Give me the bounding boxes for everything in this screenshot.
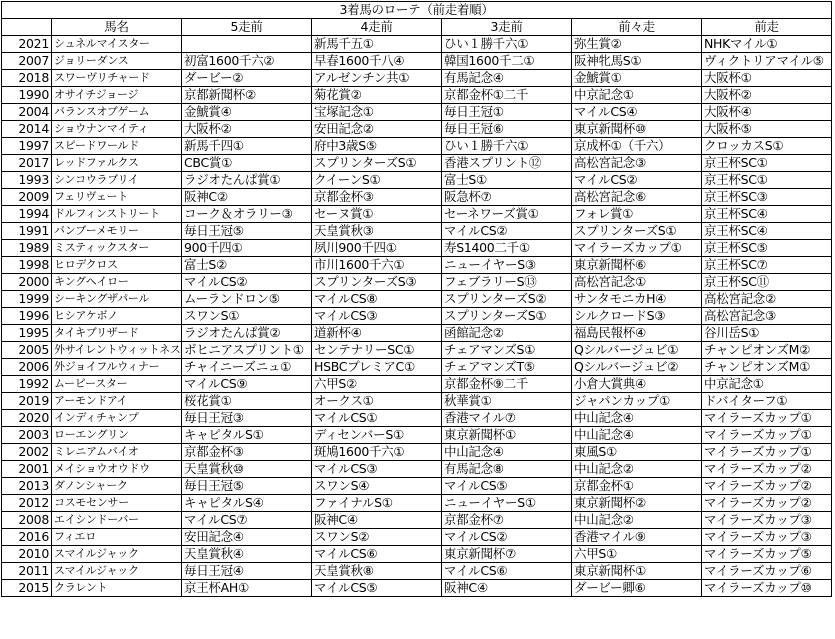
race-5-cell[interactable]: 毎日王冠⑤ <box>182 223 312 240</box>
race-3-cell[interactable]: 富士S① <box>442 172 572 189</box>
race-2-cell[interactable]: 高松宮記念③ <box>572 155 702 172</box>
race-5-cell[interactable]: 阪神C② <box>182 189 312 206</box>
header-row <box>2 19 832 36</box>
race-5-cell[interactable]: 毎日王冠③ <box>182 410 312 427</box>
race-3-cell[interactable]: 韓国1600千二① <box>442 53 572 70</box>
race-5-cell[interactable]: 大阪杯② <box>182 121 312 138</box>
table-row <box>2 580 832 597</box>
race-1-cell[interactable]: マイラーズカップ① <box>702 444 832 461</box>
race-2-cell[interactable]: Qシルバージュビ② <box>572 359 702 376</box>
race-5-cell[interactable]: マイルCS⑦ <box>182 512 312 529</box>
table-row <box>2 172 832 189</box>
race-3-cell[interactable]: 秋華賞① <box>442 393 572 410</box>
horse-name-cell[interactable]: スマイルジャック <box>52 563 182 580</box>
race-5-cell[interactable]: 京都新聞杯② <box>182 87 312 104</box>
race-4-cell[interactable]: 市川1600千六① <box>312 257 442 274</box>
horse-name-cell[interactable]: フェリヴェート <box>52 189 182 206</box>
table-row <box>2 53 832 70</box>
year-cell[interactable]: 1996 <box>2 308 52 325</box>
horse-name-cell[interactable]: レッドファルクス <box>52 155 182 172</box>
race-4-cell[interactable]: 天皇賞秋③ <box>312 223 442 240</box>
race-2-cell[interactable]: 東京新聞杯① <box>572 563 702 580</box>
race-3-cell[interactable]: 香港マイル⑦ <box>442 410 572 427</box>
header-race-3[interactable]: 3走前 <box>442 19 572 36</box>
race-3-cell[interactable]: マイルCS② <box>442 223 572 240</box>
year-cell[interactable]: 2010 <box>2 546 52 563</box>
race-1-cell[interactable]: 京王杯SC⑤ <box>702 240 832 257</box>
table-row <box>2 257 832 274</box>
horse-name-cell[interactable]: ショウナンマイティ <box>52 121 182 138</box>
race-1-cell[interactable]: 京王杯SC① <box>702 155 832 172</box>
race-2-cell[interactable]: Qシルバージュビ① <box>572 342 702 359</box>
race-3-cell[interactable]: 京都金杯⑨二千 <box>442 376 572 393</box>
table-row <box>2 376 832 393</box>
year-cell[interactable]: 2007 <box>2 53 52 70</box>
race-2-cell[interactable]: 京成杯①（千六） <box>572 138 702 155</box>
race-3-cell[interactable]: 寿S1400二千① <box>442 240 572 257</box>
race-2-cell[interactable]: 京都金杯① <box>572 478 702 495</box>
race-3-cell[interactable]: マイルCS⑤ <box>442 478 572 495</box>
table-row <box>2 70 832 87</box>
year-cell[interactable]: 1999 <box>2 291 52 308</box>
race-3-cell[interactable]: 東京新聞杯① <box>442 427 572 444</box>
race-5-cell[interactable]: 京王杯AH① <box>182 580 312 597</box>
race-3-cell[interactable]: ひい１勝千六① <box>442 36 572 53</box>
table-row <box>2 291 832 308</box>
race-5-cell[interactable]: キャピタルS④ <box>182 495 312 512</box>
race-1-cell[interactable]: 京王杯SC③ <box>702 189 832 206</box>
race-1-cell[interactable]: チャンピオンズM① <box>702 359 832 376</box>
race-1-cell[interactable]: マイラーズカップ⑥ <box>702 563 832 580</box>
horse-name-cell[interactable]: スマイルジャック <box>52 546 182 563</box>
year-cell[interactable]: 1994 <box>2 206 52 223</box>
horse-name-cell[interactable]: シンコウラブリイ <box>52 172 182 189</box>
year-cell[interactable]: 2016 <box>2 529 52 546</box>
race-3-cell[interactable]: 阪急杯⑦ <box>442 189 572 206</box>
year-cell[interactable]: 1992 <box>2 376 52 393</box>
race-1-cell[interactable]: マイラーズカップ② <box>702 478 832 495</box>
race-3-cell[interactable]: スプリンターズS① <box>442 308 572 325</box>
race-4-cell[interactable]: センテナリーSC① <box>312 342 442 359</box>
year-cell[interactable]: 2014 <box>2 121 52 138</box>
race-1-cell[interactable]: 京王杯SC⑦ <box>702 257 832 274</box>
race-1-cell[interactable]: クロッカスS① <box>702 138 832 155</box>
header-race-5[interactable]: 5走前 <box>182 19 312 36</box>
table-row <box>2 529 832 546</box>
race-4-cell[interactable]: 道新杯④ <box>312 325 442 342</box>
table-row <box>2 444 832 461</box>
race-1-cell[interactable]: 大阪杯④ <box>702 104 832 121</box>
race-1-cell[interactable]: NHKマイル① <box>702 36 832 53</box>
race-3-cell[interactable]: ひい１勝千六① <box>442 138 572 155</box>
race-2-cell[interactable]: 福島民報杯④ <box>572 325 702 342</box>
race-3-cell[interactable]: チェアマンズT⑤ <box>442 359 572 376</box>
horse-name-cell[interactable]: タイキブリザード <box>52 325 182 342</box>
table-row <box>2 206 832 223</box>
race-2-cell[interactable]: 東京新聞杯② <box>572 495 702 512</box>
race-4-cell[interactable]: マイルCS⑧ <box>312 291 442 308</box>
race-5-cell[interactable]: ラジオたんぱ賞② <box>182 325 312 342</box>
race-5-cell[interactable]: 京都金杯③ <box>182 444 312 461</box>
horse-name-cell[interactable]: ヒロデクロス <box>52 257 182 274</box>
race-1-cell[interactable]: マイラーズカップ② <box>702 461 832 478</box>
race-1-cell[interactable]: 京王杯SC① <box>702 172 832 189</box>
year-cell[interactable]: 1990 <box>2 87 52 104</box>
horse-name-cell[interactable]: ヒシアケボノ <box>52 308 182 325</box>
table-row <box>2 138 832 155</box>
race-5-cell[interactable]: ダービー② <box>182 70 312 87</box>
race-5-cell[interactable]: ムーランドロン⑤ <box>182 291 312 308</box>
table-row <box>2 36 832 53</box>
year-cell[interactable]: 2000 <box>2 274 52 291</box>
horse-name-cell[interactable]: エイシンドーバー <box>52 512 182 529</box>
horse-name-cell[interactable]: フィエロ <box>52 529 182 546</box>
race-5-cell[interactable]: 天皇賞秋④ <box>182 546 312 563</box>
horse-name-cell[interactable]: バランスオブゲーム <box>52 104 182 121</box>
race-5-cell[interactable] <box>182 36 312 53</box>
race-4-cell[interactable]: マイルCS⑤ <box>312 580 442 597</box>
race-1-cell[interactable]: 大阪杯② <box>702 87 832 104</box>
table-row <box>2 546 832 563</box>
table-row <box>2 393 832 410</box>
table-row <box>2 461 832 478</box>
table-row <box>2 240 832 257</box>
race-3-cell[interactable]: 京都金杯⑦ <box>442 512 572 529</box>
horse-name-cell[interactable]: クラレント <box>52 580 182 597</box>
horse-name-cell[interactable]: ムービースター <box>52 376 182 393</box>
race-5-cell[interactable]: 初富1600千六② <box>182 53 312 70</box>
table-row <box>2 189 832 206</box>
race-5-cell[interactable]: スワンS① <box>182 308 312 325</box>
race-2-cell[interactable]: 高松宮記念① <box>572 274 702 291</box>
year-cell[interactable]: 2021 <box>2 36 52 53</box>
race-2-cell[interactable]: ジャパンカップ① <box>572 393 702 410</box>
year-cell[interactable]: 1998 <box>2 257 52 274</box>
horse-name-cell[interactable]: ダノンシャーク <box>52 478 182 495</box>
table-body <box>2 36 832 597</box>
race-2-cell[interactable]: 弥生賞② <box>572 36 702 53</box>
race-3-cell[interactable]: フェブラリーS⑬ <box>442 274 572 291</box>
race-2-cell[interactable]: ダービー卿⑥ <box>572 580 702 597</box>
race-5-cell[interactable]: マイルCS⑨ <box>182 376 312 393</box>
year-cell[interactable]: 2013 <box>2 478 52 495</box>
year-cell[interactable]: 2011 <box>2 563 52 580</box>
race-4-cell[interactable]: 早春1600千八④ <box>312 53 442 70</box>
race-5-cell[interactable]: 安田記念④ <box>182 529 312 546</box>
race-4-cell[interactable]: 阪神C④ <box>312 512 442 529</box>
table-row <box>2 325 832 342</box>
race-1-cell[interactable]: マイラーズカップ② <box>702 495 832 512</box>
year-cell[interactable]: 2006 <box>2 359 52 376</box>
race-2-cell[interactable]: 東風S① <box>572 444 702 461</box>
horse-name-cell[interactable]: バンブーメモリー <box>52 223 182 240</box>
race-3-cell[interactable]: 有馬記念⑧ <box>442 461 572 478</box>
race-2-cell[interactable]: シルクロードS③ <box>572 308 702 325</box>
race-5-cell[interactable]: 900千四① <box>182 240 312 257</box>
table-row <box>2 342 832 359</box>
horse-name-cell[interactable]: ミレニアムバイオ <box>52 444 182 461</box>
table-row <box>2 155 832 172</box>
table-row <box>2 563 832 580</box>
race-4-cell[interactable]: HSBCプレミアC① <box>312 359 442 376</box>
race-4-cell[interactable]: オークス① <box>312 393 442 410</box>
year-cell[interactable]: 1989 <box>2 240 52 257</box>
year-cell[interactable]: 2012 <box>2 495 52 512</box>
race-2-cell[interactable]: マイルCS④ <box>572 104 702 121</box>
race-2-cell[interactable]: マイラーズカップ① <box>572 240 702 257</box>
sheet-title[interactable]: 3着馬のローテ（前走着順） <box>2 2 832 19</box>
race-4-cell[interactable]: スプリンターズS③ <box>312 274 442 291</box>
race-3-cell[interactable]: ニューイヤーS① <box>442 495 572 512</box>
race-4-cell[interactable]: マイルCS⑥ <box>312 546 442 563</box>
horse-name-cell[interactable]: オサイチジョージ <box>52 87 182 104</box>
header-race-4[interactable]: 4走前 <box>312 19 442 36</box>
year-cell[interactable]: 2015 <box>2 580 52 597</box>
race-2-cell[interactable]: マイルCS② <box>572 172 702 189</box>
table-row <box>2 359 832 376</box>
race-5-cell[interactable]: 毎日王冠④ <box>182 563 312 580</box>
race-5-cell[interactable]: コーク＆オラリー③ <box>182 206 312 223</box>
race-3-cell[interactable]: 中山記念④ <box>442 444 572 461</box>
race-2-cell[interactable]: 高松宮記念⑥ <box>572 189 702 206</box>
horse-name-cell[interactable]: スワーヴリチャード <box>52 70 182 87</box>
table-row <box>2 495 832 512</box>
race-1-cell[interactable]: チャンピオンズM② <box>702 342 832 359</box>
race-1-cell[interactable]: マイラーズカップ⑤ <box>702 546 832 563</box>
race-3-cell[interactable]: セーネワーズ賞① <box>442 206 572 223</box>
header-race-1[interactable]: 前走 <box>702 19 832 36</box>
race-4-cell[interactable]: 天皇賞秋⑧ <box>312 563 442 580</box>
table-row <box>2 274 832 291</box>
race-1-cell[interactable]: 高松宮記念② <box>702 291 832 308</box>
year-cell[interactable]: 2001 <box>2 461 52 478</box>
horse-name-cell[interactable]: ドルフィンストリート <box>52 206 182 223</box>
horse-name-cell[interactable]: インディチャンプ <box>52 410 182 427</box>
race-1-cell[interactable]: ドバイターフ① <box>702 393 832 410</box>
race-3-cell[interactable]: マイルCS② <box>442 529 572 546</box>
race-2-cell[interactable]: 金鯱賞① <box>572 70 702 87</box>
race-4-cell[interactable]: マイルCS③ <box>312 308 442 325</box>
horse-name-cell[interactable]: スピードワールド <box>52 138 182 155</box>
race-4-cell[interactable]: 菊花賞② <box>312 87 442 104</box>
year-cell[interactable]: 2019 <box>2 393 52 410</box>
table-row <box>2 410 832 427</box>
year-cell[interactable]: 2009 <box>2 189 52 206</box>
header-horse-name[interactable]: 馬名 <box>52 19 182 36</box>
race-2-cell[interactable]: フォレ賞① <box>572 206 702 223</box>
rotation-table <box>1 1 832 597</box>
race-1-cell[interactable]: マイラーズカップ① <box>702 427 832 444</box>
race-5-cell[interactable]: 金鯱賞④ <box>182 104 312 121</box>
race-1-cell[interactable]: マイラーズカップ⑩ <box>702 580 832 597</box>
race-3-cell[interactable]: 京都金杯①二千 <box>442 87 572 104</box>
horse-name-cell[interactable]: シーキングザパール <box>52 291 182 308</box>
race-1-cell[interactable]: マイラーズカップ① <box>702 410 832 427</box>
race-2-cell[interactable]: サンタモニカH④ <box>572 291 702 308</box>
race-5-cell[interactable]: 新馬千四① <box>182 138 312 155</box>
year-cell[interactable]: 1995 <box>2 325 52 342</box>
race-1-cell[interactable]: 中京記念① <box>702 376 832 393</box>
race-4-cell[interactable]: マイルCS① <box>312 410 442 427</box>
race-5-cell[interactable]: ラジオたんぱ賞① <box>182 172 312 189</box>
race-4-cell[interactable]: 新馬千五① <box>312 36 442 53</box>
race-1-cell[interactable]: 京王杯SC④ <box>702 206 832 223</box>
race-4-cell[interactable]: 京都金杯③ <box>312 189 442 206</box>
table-row <box>2 121 832 138</box>
race-2-cell[interactable]: 中山記念② <box>572 512 702 529</box>
race-4-cell[interactable]: 六甲S② <box>312 376 442 393</box>
year-cell[interactable]: 2004 <box>2 104 52 121</box>
race-2-cell[interactable]: 中山記念② <box>572 461 702 478</box>
race-2-cell[interactable]: 東京新聞杯⑩ <box>572 121 702 138</box>
race-1-cell[interactable]: マイラーズカップ③ <box>702 529 832 546</box>
race-4-cell[interactable]: スワンS④ <box>312 478 442 495</box>
race-1-cell[interactable]: 大阪杯① <box>702 70 832 87</box>
race-4-cell[interactable]: 安田記念② <box>312 121 442 138</box>
race-1-cell[interactable]: ヴィクトリアマイル⑤ <box>702 53 832 70</box>
race-1-cell[interactable]: 高松宮記念③ <box>702 308 832 325</box>
year-cell[interactable]: 1991 <box>2 223 52 240</box>
horse-name-cell[interactable]: メイショウオウドウ <box>52 461 182 478</box>
title-row <box>2 2 832 19</box>
race-3-cell[interactable]: 毎日王冠⑥ <box>442 121 572 138</box>
header-race-2[interactable]: 前々走 <box>572 19 702 36</box>
year-cell[interactable]: 2018 <box>2 70 52 87</box>
race-4-cell[interactable]: スプリンターズS① <box>312 155 442 172</box>
race-2-cell[interactable]: 中京記念① <box>572 87 702 104</box>
race-1-cell[interactable]: マイラーズカップ③ <box>702 512 832 529</box>
race-5-cell[interactable]: ボヒニアスプリント① <box>182 342 312 359</box>
horse-name-cell[interactable]: 外サイレントウィットネス <box>52 342 182 359</box>
year-cell[interactable]: 2017 <box>2 155 52 172</box>
race-5-cell[interactable]: CBC賞① <box>182 155 312 172</box>
race-4-cell[interactable]: アルゼンチン共① <box>312 70 442 87</box>
race-3-cell[interactable]: スプリンターズS② <box>442 291 572 308</box>
table-row <box>2 223 832 240</box>
race-1-cell[interactable]: 谷川岳S① <box>702 325 832 342</box>
race-2-cell[interactable]: 六甲S① <box>572 546 702 563</box>
year-cell[interactable]: 2020 <box>2 410 52 427</box>
race-4-cell[interactable]: スワンS② <box>312 529 442 546</box>
horse-name-cell[interactable]: 外ジョイフルウィナー <box>52 359 182 376</box>
race-5-cell[interactable]: マイルCS② <box>182 274 312 291</box>
race-4-cell[interactable]: マイルCS③ <box>312 461 442 478</box>
table-row <box>2 104 832 121</box>
year-cell[interactable]: 2003 <box>2 427 52 444</box>
race-5-cell[interactable]: チャイニーズニュ① <box>182 359 312 376</box>
race-5-cell[interactable]: 桜花賞① <box>182 393 312 410</box>
race-4-cell[interactable]: ディセンバーS① <box>312 427 442 444</box>
horse-name-cell[interactable]: シュネルマイスター <box>52 36 182 53</box>
race-3-cell[interactable]: 函館記念② <box>442 325 572 342</box>
horse-name-cell[interactable]: ミスティックスター <box>52 240 182 257</box>
race-2-cell[interactable]: 香港マイル⑨ <box>572 529 702 546</box>
horse-name-cell[interactable]: コスモセンサー <box>52 495 182 512</box>
horse-name-cell[interactable]: キングヘイロー <box>52 274 182 291</box>
race-4-cell[interactable]: 府中3歳S⑤ <box>312 138 442 155</box>
table-row <box>2 308 832 325</box>
race-1-cell[interactable]: 大阪杯⑤ <box>702 121 832 138</box>
race-4-cell[interactable]: クイーンS① <box>312 172 442 189</box>
race-3-cell[interactable]: 東京新聞杯⑦ <box>442 546 572 563</box>
year-cell[interactable]: 2008 <box>2 512 52 529</box>
race-5-cell[interactable]: 毎日王冠⑤ <box>182 478 312 495</box>
race-3-cell[interactable]: マイルCS⑥ <box>442 563 572 580</box>
year-cell[interactable]: 2005 <box>2 342 52 359</box>
race-4-cell[interactable]: 斑鳩1600千六① <box>312 444 442 461</box>
race-3-cell[interactable]: 阪神C④ <box>442 580 572 597</box>
year-cell[interactable]: 1993 <box>2 172 52 189</box>
race-5-cell[interactable]: キャピタルS① <box>182 427 312 444</box>
race-3-cell[interactable]: ニューイヤーS③ <box>442 257 572 274</box>
horse-name-cell[interactable]: ローエングリン <box>52 427 182 444</box>
year-cell[interactable]: 1997 <box>2 138 52 155</box>
race-2-cell[interactable]: 阪神牝馬S① <box>572 53 702 70</box>
race-2-cell[interactable]: 中山記念④ <box>572 427 702 444</box>
race-5-cell[interactable]: 富士S② <box>182 257 312 274</box>
race-3-cell[interactable]: 有馬記念④ <box>442 70 572 87</box>
table-row <box>2 87 832 104</box>
race-2-cell[interactable]: スプリンターズS① <box>572 223 702 240</box>
year-cell[interactable]: 2002 <box>2 444 52 461</box>
table-row <box>2 512 832 529</box>
race-5-cell[interactable]: 天皇賞秋⑩ <box>182 461 312 478</box>
race-4-cell[interactable]: 宝塚記念① <box>312 104 442 121</box>
table-row <box>2 427 832 444</box>
race-4-cell[interactable]: ファイナルS① <box>312 495 442 512</box>
race-1-cell[interactable]: 京王杯SC④ <box>702 223 832 240</box>
race-3-cell[interactable]: 毎日王冠① <box>442 104 572 121</box>
race-3-cell[interactable]: チェアマンズS① <box>442 342 572 359</box>
table-row <box>2 478 832 495</box>
race-2-cell[interactable]: 小倉大賞典④ <box>572 376 702 393</box>
race-4-cell[interactable]: セーヌ賞① <box>312 206 442 223</box>
horse-name-cell[interactable]: ジョリーダンス <box>52 53 182 70</box>
race-2-cell[interactable]: 東京新聞杯⑥ <box>572 257 702 274</box>
race-1-cell[interactable]: 京王杯SC⑪ <box>702 274 832 291</box>
header-year[interactable] <box>2 19 52 36</box>
race-3-cell[interactable]: 香港スプリント⑫ <box>442 155 572 172</box>
race-4-cell[interactable]: 夙川900千四① <box>312 240 442 257</box>
horse-name-cell[interactable]: アーモンドアイ <box>52 393 182 410</box>
race-2-cell[interactable]: 中山記念④ <box>572 410 702 427</box>
